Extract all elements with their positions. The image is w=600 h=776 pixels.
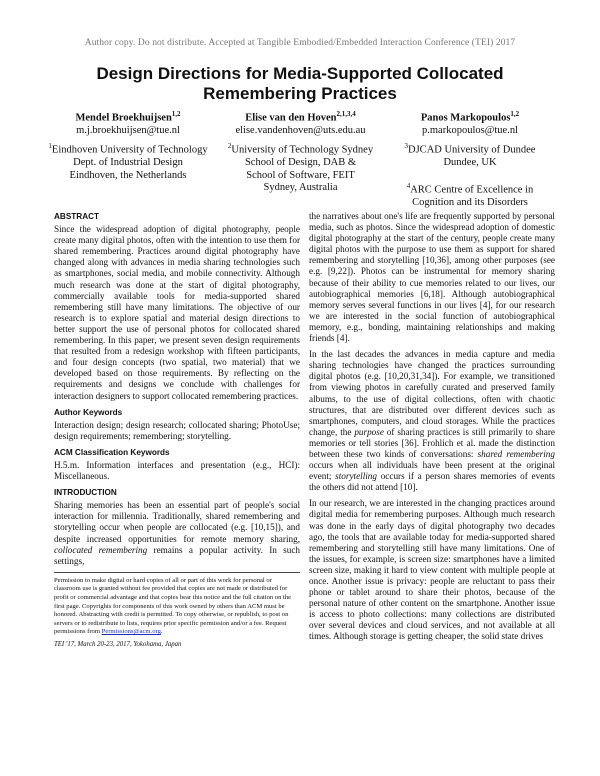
author-sup: 1,2 (171, 110, 181, 118)
body-text: occurs if a person shares memories of events the others did not attend [10]. (309, 471, 555, 493)
permission-text: Permission to make digital or hard copies of all or part of this work for personal or classroom use is granted without fee provided that copies are not made or distributed for profit or commercial advantage and that copies bear this notice and the full citation on the first page. Copyrights for components of this work owned by others than ACM must be honored. Abstracting with credit is permitted. To copy otherwise, or republish, to post on servers or to redistribute to lists, requires prior specific permission and/or a fee. Request permissions from (54, 576, 292, 636)
author-3 (388, 108, 552, 138)
author-email: p.markopoulos@tue.nl (422, 125, 518, 136)
author-email: m.j.broekhuijsen@tue.nl (76, 125, 180, 136)
permission-text-end: . (160, 628, 163, 636)
affiliation-sup: 3 (404, 142, 409, 150)
acm-heading: ACM Classification Keywords (54, 447, 170, 457)
permission-notice (54, 577, 300, 637)
author-name: Elise van den Hoven (245, 112, 337, 124)
keywords-heading: Author Keywords (54, 407, 123, 417)
body-text: In the last decades the advances in media capture and media sharing technologies have changed the practices surrounding digital photos (e.g. [10,20,31,34]). For example, we transitioned from viewing photos in carefully curated and preserved family albums, to the use of digital collections, often with chaotic structures, that are distributed over different devices such as smartphones, computers, and cloud storages. While the practices change, the (309, 349, 555, 437)
left-column (54, 211, 300, 650)
affiliation-4 (388, 180, 552, 210)
body-paragraph-2 (309, 349, 555, 493)
footnote-divider (54, 572, 300, 573)
affiliation-line: Eindhoven, the Netherlands (69, 169, 187, 181)
intro-text-part: Sharing memories has been an essential part of people's social interaction for millennia. Traditionally, shared remembering and storytelling occur when people are collocated (e.g. [10,15]), and despite increased opportunities for remote memory sharing, (54, 500, 300, 544)
affiliation-line: School of Design, DAB & (244, 157, 357, 168)
body-emphasis: purpose (354, 426, 384, 437)
intro-emphasis: collocated remembering (54, 544, 148, 555)
affiliation-sup: 4 (406, 182, 411, 190)
affiliation-line: Cognition and its Disorders (412, 197, 528, 208)
conference-footer: TEI '17, March 20-23, 2017, Yokohama, Japan (54, 640, 182, 648)
author-email: elise.vandenhoven@uts.edu.au (235, 125, 366, 136)
affiliation-line: School of Software, FEIT (246, 169, 355, 181)
author-1 (48, 108, 208, 138)
body-paragraph-1: the narratives about one's life are frequently supported by personal media, such as photos. Since the widespread adoption of domestic digital photography at the start of the century, people create many digital photos with the purpose to use them as support for shared remembering and storytelling [10,36], among other purposes (see e.g. [9,22]). Photos can be instrumental for memory sharing because of their ability to cue memories related to our lives, our autobiographical memories [6,18]. Although autobiographical memory serves several functions in our lives [4], for our research we are interested in the social function of autobiographical memory, e.g., bonding, maintaining relationships and making friends [4]. (309, 211, 555, 344)
body-text: occurs when all individuals have been present at the original event; (309, 460, 555, 482)
permissions-email-link[interactable]: Permissions@acm.org (101, 628, 161, 636)
affiliation-line: ARC Centre of Excellence in (410, 184, 534, 196)
affiliation-sup: 2 (227, 142, 232, 150)
body-text: of sharing practices is still primarily to share memories or tell stories [36]. Frohlich et al. made the distinction between these two kinds of conversations: (309, 426, 555, 459)
affiliation-2 (213, 140, 388, 195)
author-sup: 2,1,3,4 (336, 110, 356, 118)
affiliation-line: DJCAD University of Dundee (408, 144, 536, 156)
affiliation-1 (48, 140, 208, 182)
keywords-text: Interaction design; design research; collocated sharing; PhotoUse; design requirements; remembering; storytelling. (54, 419, 300, 441)
body-emphasis: storytelling (335, 471, 377, 482)
abstract-heading: ABSTRACT (54, 212, 100, 221)
introduction-heading: INTRODUCTION (54, 488, 117, 498)
header-note: Author copy. Do not distribute. Accepted at Tangible Embodied/Embedded Interaction Conference (TEI) 2017 (84, 38, 516, 48)
affiliation-3 (388, 140, 552, 170)
body-paragraph-3: In our research, we are interested in the changing practices around digital media for remembering purposes. Although much research was done in the early days of digital photography two decades ago, the tools that are available today for media-supported shared remembering and storytelling still have many limitations. One of the issues, for example, is screen size: smartphones have a limited screen size, making it hard to view content with multiple people at once. Another issue is privacy: people are reluctant to pass their phone or tablet around to share their photos, because of the personal nature of other content on the smartphone. Another issue is access to photo collections: many collections are distributed over several devices and cloud services, and not available at all times. Although storage is getting cheaper, the solid state drives (309, 498, 555, 642)
abstract-text: Since the widespread adoption of digital photography, people create many digital photos, often with the intention to use them for shared remembering. Practices around digital photography have changed along with advances in media sharing technologies such as smartphones, social media, and mobile connectivity. Although much research was done at the start of digital photography, commercially available tools for media-supported shared remembering still have many limitations. The objective of our research is to explore spatial and material design directions to better support the use of personal photos for collocated shared remembering. In this paper, we present seven design requirements that resulted from a redesign workshop with fifteen participants, and four design concepts (two spatial, two material) that we developed based on those requirements. By reflecting on the requirements and designs we conclude with challenges for interaction designers to support collocated remembering practices. (54, 224, 300, 401)
author-name: Mendel Broekhuijsen (75, 112, 172, 124)
affiliation-line: Dept. of Industrial Design (73, 157, 183, 168)
introduction-text (54, 500, 300, 567)
author-2 (213, 108, 388, 138)
right-column (309, 211, 555, 648)
affiliation-sup: 1 (48, 142, 52, 150)
affiliation-line: Sydney, Australia (263, 182, 338, 193)
affiliation-line: Dundee, UK (443, 157, 497, 168)
affiliation-line: Eindhoven University of Technology (51, 144, 208, 156)
intro-text-part: remains a popular activity. In such settings, (54, 544, 300, 566)
affiliation-line: University of Technology Sydney (231, 144, 374, 156)
author-name: Panos Markopoulos (420, 112, 511, 124)
body-emphasis: shared remembering (477, 448, 555, 459)
acm-text: H.5.m. Information interfaces and presentation (e.g., HCI): Miscellaneous. (54, 459, 300, 482)
paper-title: Design Directions for Media-Supported Collocated Remembering Practices (96, 64, 504, 103)
author-sup: 1,2 (510, 110, 520, 118)
